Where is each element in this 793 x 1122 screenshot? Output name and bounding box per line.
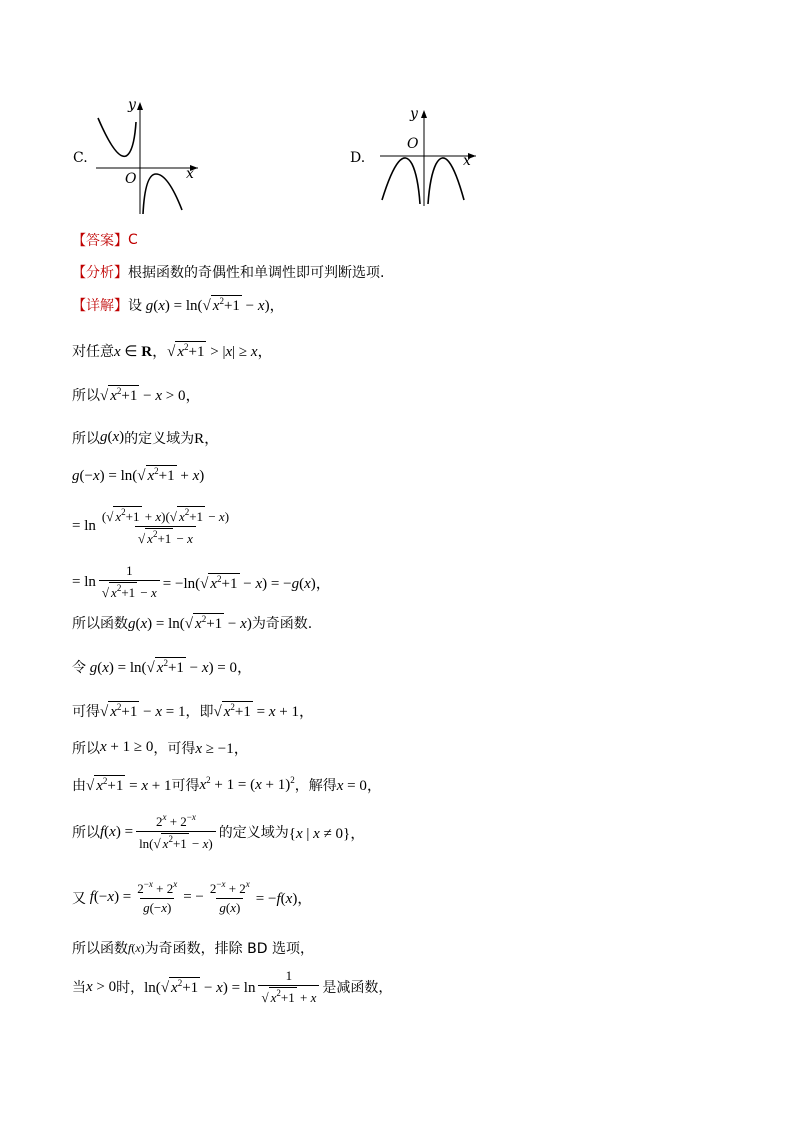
option-c-origin: O [125, 171, 137, 187]
l4-post: 的定义域为 [124, 430, 195, 447]
option-d-label: D. [350, 150, 366, 166]
l11-mid: ，可得 [153, 740, 196, 757]
l15-post: 为奇函数，排除 BD 选项， [144, 941, 314, 957]
l13-pre: 所以 [72, 825, 100, 841]
formula-l10a: √ $x^2+1$ − x = 1 [100, 701, 186, 720]
formula-l16a: x > 0 [86, 978, 117, 995]
detail-tag: 【详解】 [72, 297, 128, 314]
l8-post: 为奇函数. [251, 616, 313, 632]
analysis-line [72, 262, 384, 282]
detail-line-2 [72, 340, 273, 361]
detail-line-5 [72, 465, 204, 485]
detail-line-16: 当 x > 0 时， ln( √ $x^2+1$ − x) = ln 1 √ $x^2+1$ + x 是减函数， [72, 968, 393, 1005]
formula-l12a: √ $x^2+1$ = x + 1 [86, 775, 172, 794]
l4-pre: 所以 [72, 430, 100, 447]
l13-post: 的定义域为 [218, 825, 289, 841]
detail-line-10 [72, 700, 314, 721]
l10-pre: 可得 [72, 703, 100, 720]
analysis-tag: 【分析】 [72, 265, 128, 281]
formula-l15: f(x) [128, 940, 145, 955]
formula-l11b: x ≥ −1， [195, 741, 249, 757]
formula-l4: g(x) [100, 429, 125, 445]
formula-l11a: x + 1 ≥ 0 [100, 739, 154, 755]
l11-pre: 所以 [72, 740, 100, 757]
option-c-label: C. [73, 150, 88, 166]
analysis-text: 根据函数的奇偶性和单调性即可判断选项. [128, 265, 385, 281]
formula-l2: x ∈ R， √ $x^2+1$ > |x| ≥ x， [114, 342, 273, 360]
formula-g-def: g(x) = ln( √ $x^2+1$ − x)， [145, 296, 285, 314]
answer-value: C [128, 232, 138, 248]
formula-l13-frac: $2^x + 2^{-x}$ ln( √ $x^2+1$ − x) [136, 812, 216, 852]
l8-pre: 所以函数 [72, 616, 128, 632]
formula-l13-set: {x | x ≠ 0}， [288, 825, 366, 842]
detail-line-9 [72, 656, 252, 677]
detail-intro: 设 [128, 297, 142, 314]
l16-post: 是减函数， [322, 980, 393, 996]
detail-line-11 [72, 737, 249, 758]
formula-l7-frac: 1 √ $x^2+1$ − x [99, 563, 160, 601]
formula-l8: g(x) = ln( √ $x^2+1$ − x) [128, 614, 252, 632]
l14-pre: 又 [72, 890, 86, 907]
formula-l6-frac: ( √ $x^2+1$ + x)( √ $x^2+1$ − x) √ $x^2+1$ − x [101, 507, 230, 546]
option-c-axis-x: x [186, 166, 194, 182]
l9-pre: 令 [72, 659, 86, 676]
detail-line-7: = ln 1 √ $x^2+1$ − x = −ln( √ $x^2+1$ − x) = −g(x)， [72, 563, 331, 600]
answer-line [72, 230, 138, 250]
option-d-axis-x: x [463, 153, 471, 169]
l12-post: ，解得 [294, 777, 337, 794]
detail-line-15 [72, 938, 314, 958]
l15-text: 所以函数 [72, 941, 128, 957]
option-d-origin: O [407, 136, 419, 152]
option-c-axis-y: y [128, 97, 136, 113]
l10-mid: ，即 [185, 703, 214, 720]
answer-tag: 【答案】 [72, 233, 128, 249]
formula-l5: g(−x) = ln( √ $x^2+1$ + x) [72, 466, 205, 484]
l3-pre: 所以 [72, 387, 100, 404]
l16-mid: 时， [116, 980, 145, 996]
formula-l14-frac1: $\frac{2^{-x} + 2^x}{g(-x)}$ [137, 879, 178, 915]
detail-line-6: = ln ( √ $x^2+1$ + x)( √ $x^2+1$ − x) √ $x^2+1$ − x [72, 506, 235, 547]
formula-l16-frac: 1 √ $x^2+1$ + x [258, 968, 319, 1006]
option-d-axis-y: y [410, 106, 418, 122]
formula-l12c: x = 0， [336, 778, 382, 794]
detail-line-4 [72, 427, 219, 448]
formula-l3: √ $x^2+1$ − x > 0， [100, 386, 201, 404]
l12-pre: 由 [72, 777, 86, 794]
detail-line-8 [72, 613, 312, 633]
formula-l12b: $x^2 + 1 = (x + 1)^2$ [199, 775, 295, 793]
detail-line-12 [72, 774, 382, 795]
l2-pre: 对任意 [72, 343, 114, 360]
option-c-graph [90, 98, 200, 216]
detail-line-14: 又 f(−x) = $\frac{2^{-x} + 2^x}{g(-x)}$ = − $\frac{2^{-x} + 2^x}{g(x)}$ = −f(x)， [72, 879, 313, 915]
formula-l10b: √ $x^2+1$ = x + 1， [213, 702, 314, 720]
l12-mid: 可得 [171, 777, 200, 794]
l16-pre: 当 [72, 980, 86, 996]
formula-l9: g(x) = ln( √ $x^2+1$ − x) = 0， [89, 658, 253, 676]
detail-line-13: 所以 f(x) = $2^x + 2^{-x}$ ln( √ $x^2+1$ − x) 的定义域为 {x | x ≠ 0}， [72, 812, 366, 851]
detail-line-3 [72, 384, 200, 405]
l4-r: R， [194, 431, 220, 447]
formula-l14-frac2: $\frac{2^{-x} + 2^x}{g(x)}$ [209, 879, 250, 915]
detail-line-1 [72, 294, 285, 315]
